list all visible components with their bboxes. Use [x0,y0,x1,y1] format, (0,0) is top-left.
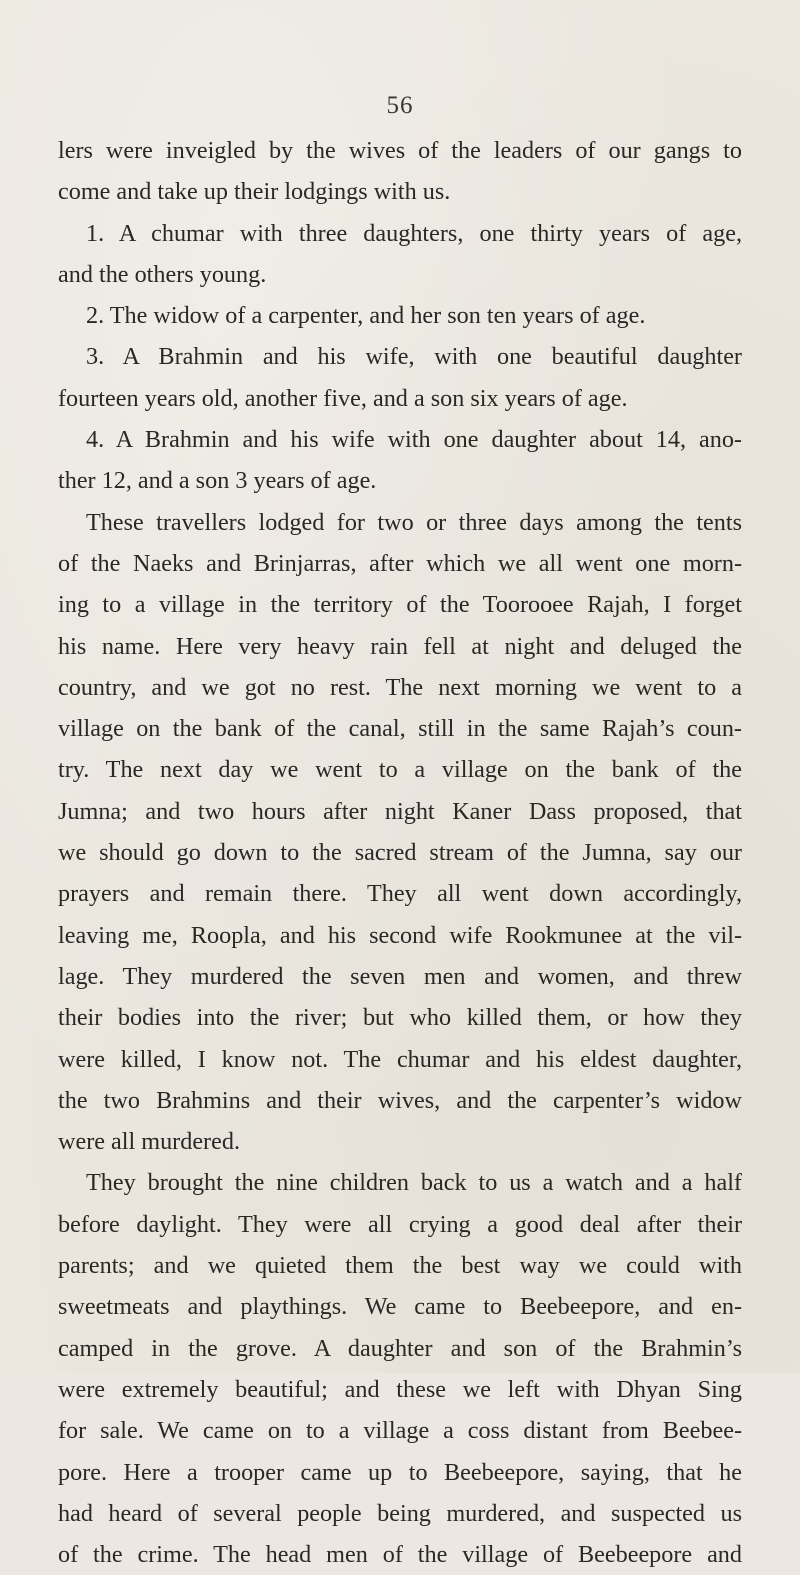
text-line: country, and we got no rest. The next morning we went to a [58,673,742,701]
text-line: sweetmeats and playthings. We came to Beebeepore, and en- [58,1293,742,1321]
text-line: They brought the nine children back to us a watch and a half [86,1169,742,1197]
text-line: lage. They murdered the seven men and women, and threw [58,962,742,990]
text-line: leaving me, Roopla, and his second wife Rookmunee at the vil- [58,921,742,949]
text-line: ing to a village in the territory of the Toorooee Rajah, I forget [58,591,742,619]
text-line: the two Brahmins and their wives, and the carpenter’s widow [58,1086,742,1114]
text-line: before daylight. They were all crying a good deal after their [58,1210,742,1238]
text-line: ther 12, and a son 3 years of age. [58,467,377,495]
text-line: These travellers lodged for two or three days among the tents [86,508,742,536]
text-line: for sale. We came on to a village a coss distant from Beebee- [58,1417,742,1445]
text-line: were all murdered. [58,1128,240,1156]
text-line: and the others young. [58,260,267,288]
text-line: of the Naeks and Brinjarras, after which we all went one morn- [58,549,742,577]
text-line: his name. Here very heavy rain fell at night and deluged the [58,632,742,660]
text-line: were killed, I know not. The chumar and his eldest daughter, [58,1045,742,1073]
text-line: prayers and remain there. They all went down accordingly, [58,880,742,908]
text-line: their bodies into the river; but who killed them, or how they [58,1004,742,1032]
text-line: come and take up their lodgings with us. [58,178,451,206]
text-line: 1. A chumar with three daughters, one thirty years of age, [86,219,742,247]
text-line: 4. A Brahmin and his wife with one daughter about 14, ano- [86,426,742,454]
text-line: lers were inveigled by the wives of the leaders of our gangs to [58,137,742,164]
text-line: 3. A Brahmin and his wife, with one beautiful daughter [86,343,742,371]
text-line: pore. Here a trooper came up to Beebeepore, saying, that he [58,1458,742,1486]
text-line: fourteen years old, another five, and a son six years of age. [58,384,628,412]
text-line: had heard of several people being murdered, and suspected us [58,1499,742,1527]
body-text [58,130,742,1575]
text-line: of the crime. The head men of the village of Beebeepore and [58,1541,742,1569]
text-line: parents; and we quieted them the best way we could with [58,1252,742,1280]
text-line: we should go down to the sacred stream of the Jumna, say our [58,839,742,867]
text-line: village on the bank of the canal, still in the same Rajah’s coun- [58,715,742,743]
text-line: Jumna; and two hours after night Kaner Dass proposed, that [58,797,742,825]
page-number: 56 [386,92,414,119]
text-line: 2. The widow of a carpenter, and her son ten years of age. [86,302,646,330]
text-line: camped in the grove. A daughter and son of the Brahmin’s [58,1334,742,1362]
text-line: were extremely beautiful; and these we left with Dhyan Sing [58,1375,742,1403]
text-line: try. The next day we went to a village on the bank of the [58,756,742,784]
